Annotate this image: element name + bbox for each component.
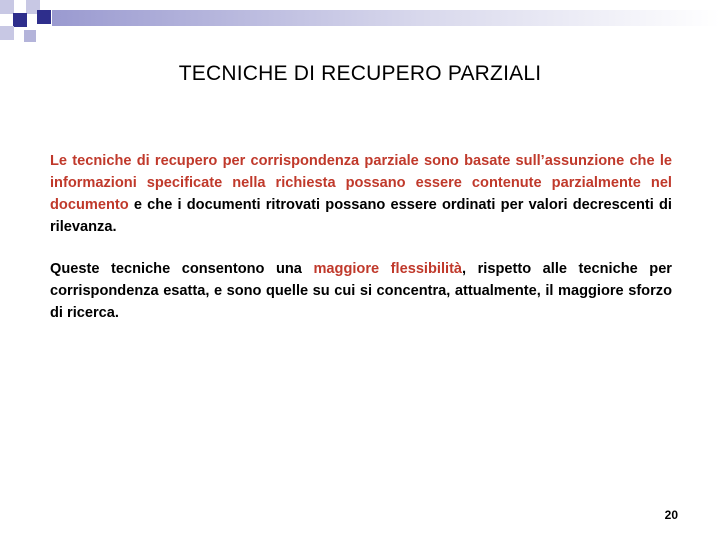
paragraph-flexibility	[50, 258, 672, 324]
highlighted-text: Le tecniche di recupero per corrispondenza parziale sono basate sull’assunzione che le informazioni specificate nella richiesta possano essere contenute parzialmente nel documento	[50, 153, 672, 213]
paragraph-text: e che i documenti ritrovati possano essere ordinati per valori decrescenti di rilevanza.	[50, 197, 672, 235]
highlighted-text: maggiore flessibilità	[313, 261, 463, 277]
header-decoration	[0, 0, 720, 48]
paragraph-text: , rispetto alle tecniche per corrispondenza esatta, e sono quelle su cui si concentra, attualmente, il maggiore sforzo di ricerca.	[50, 261, 672, 321]
slide-title: TECNICHE DI RECUPERO PARZIALI	[178, 62, 542, 85]
paragraph-text: Queste tecniche consentono una	[50, 261, 314, 277]
paragraph-partial-matching	[50, 150, 672, 238]
page-number: 20	[664, 508, 678, 522]
